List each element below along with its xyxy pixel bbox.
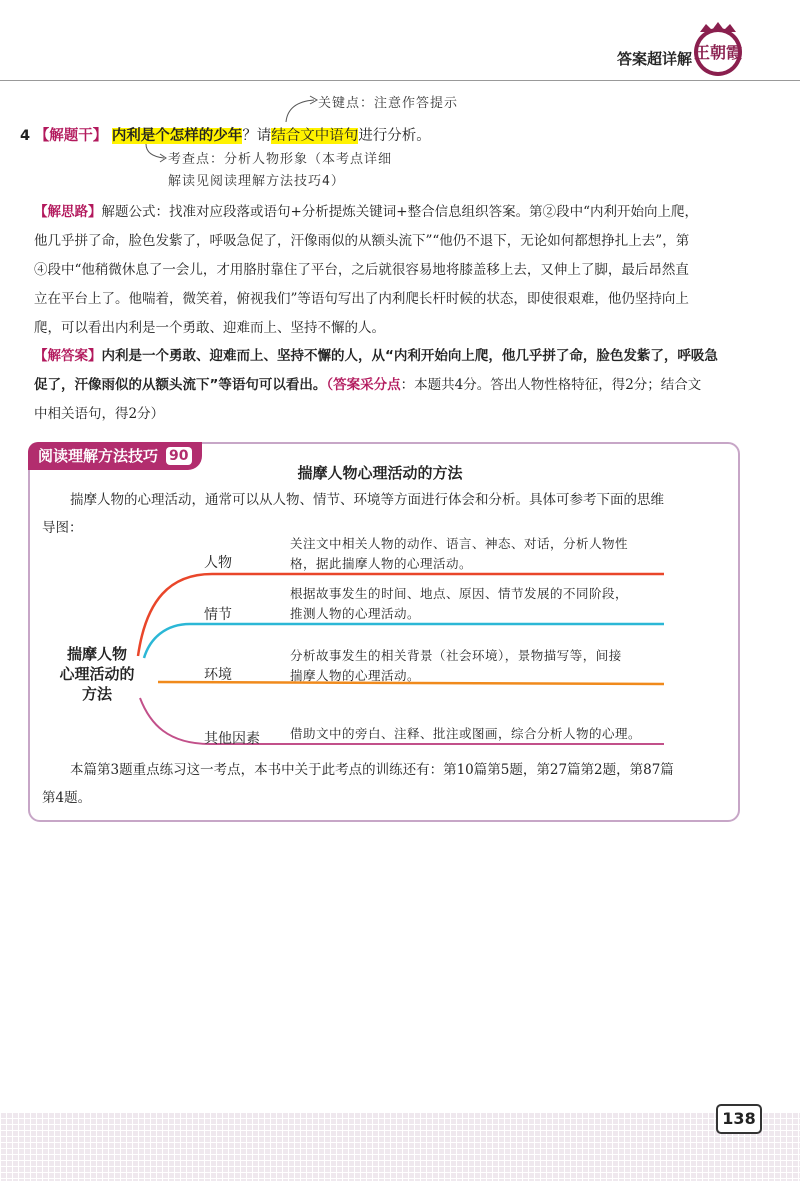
answer-line: 内利是一个勇敢、迎难而上、坚持不懈的人，从“内利开始向上爬，他几乎拼了命，脸色发紫了，呼吸急 (101, 348, 718, 364)
question-highlight-1: 内利是个怎样的少年 (111, 128, 243, 144)
method-intro-2: 导图： (42, 520, 83, 536)
question-number: 4 (20, 128, 31, 144)
branch-desc-line: 揣摩人物的心理活动。 (290, 668, 421, 683)
branch-label-plot: 情节 (204, 607, 232, 623)
center-line: 心理活动的 (59, 665, 135, 683)
question-highlight-2: 结合文中语句 (271, 128, 359, 144)
answer-line: 中相关语句，得2分） (34, 406, 165, 422)
mind-map-center (52, 644, 142, 704)
score-tag: （答案采分点 (326, 377, 401, 393)
approach-tag: 【解思路】 (34, 204, 102, 220)
branch-desc-environment (290, 646, 622, 686)
question-text-4: 进行分析。 (358, 128, 431, 144)
question-tag: 【解题干】 (34, 128, 108, 144)
exam-point-annotation-1: 考查点：分析人物形象（本考点详细 (168, 152, 393, 167)
method-intro-1: 揣摩人物的心理活动，通常可以从人物、情节、环境等方面进行体会和分析。具体可参考下面的思维 (70, 492, 664, 508)
branch-label-environment: 环境 (204, 667, 232, 683)
center-line: 方法 (81, 685, 112, 703)
exam-point-arrow-icon (142, 142, 170, 170)
branch-desc-line: 借助文中的旁白、注释、批注或图画，综合分析人物的心理。 (290, 726, 642, 741)
approach-line: ④段中“他稍微休息了一会儿，才用胳肘靠住了平台，之后就很容易地将膝盖移上去，又伸上了脚，最后昂然直 (34, 262, 689, 278)
branch-desc-other (290, 724, 641, 744)
method-box-tab-label: 阅读理解方法技巧 (38, 447, 159, 465)
answer-tag: 【解答案】 (34, 348, 102, 364)
branch-desc-people (290, 534, 628, 574)
branch-label-people: 人物 (204, 555, 232, 571)
center-line: 揣摩人物 (66, 645, 127, 663)
method-box-title: 揣摩人物心理活动的方法 (297, 464, 463, 482)
question-line (20, 124, 431, 145)
header-divider (0, 80, 800, 81)
footer-grid-strip (0, 1112, 800, 1181)
exam-point-annotation-2: 解读见阅读理解方法技巧4） (168, 174, 345, 189)
question-text-2: ？请 (242, 128, 272, 144)
branch-desc-line: 推测人物的心理活动。 (290, 606, 421, 621)
practice-line-1: 本篇第3题重点练习这一考点，本书中关于此考点的训练还有：第10篇第5题，第27篇第2题，第87篇 (70, 762, 674, 778)
approach-paragraph (34, 198, 766, 343)
branch-desc-plot (290, 584, 628, 624)
branch-desc-line: 分析故事发生的相关背景（社会环境），景物描写等，间接 (290, 648, 622, 663)
practice-line-2: 第4题。 (42, 790, 92, 806)
header-title: 答案超详解 (616, 50, 692, 68)
answer-line: 促了，汗像雨似的从额头流下”等语句可以看出。 (34, 377, 327, 393)
key-point-annotation: 关键点：注意作答提示 (318, 96, 459, 111)
page-number: 138 (716, 1104, 762, 1134)
logo-text: 王朝霞 (693, 43, 743, 62)
method-box-tab-number: 90 (166, 447, 191, 465)
branch-desc-line: 根据故事发生的时间、地点、原因、情节发展的不同阶段， (290, 586, 629, 601)
branch-desc-line: 格，据此揣摩人物的心理活动。 (290, 556, 473, 571)
branch-desc-line: 关注文中相关人物的动作、语言、神态、对话，分析人物性 (290, 536, 629, 551)
branch-label-other: 其他因素 (204, 731, 260, 747)
approach-line: 立在平台上了。他喘着，微笑着，俯视我们”等语句写出了内利爬长杆时候的状态，即使很艰难，他仍坚持向上 (34, 291, 689, 307)
brand-logo (680, 18, 756, 78)
approach-line: 他几乎拼了命，脸色发紫了，呼吸急促了，汗像雨似的从额头流下”“他仍不退下，无论如何都想挣扎上去”，第 (34, 233, 690, 249)
score-text: ：本题共4分。答出人物性格特征，得2分；结合文 (400, 377, 702, 393)
answer-paragraph (34, 342, 766, 429)
approach-line: 爬，可以看出内利是一个勇敢、迎难而上、坚持不懈的人。 (34, 320, 385, 336)
approach-line: 解题公式：找准对应段落或语句+分析提炼关键词+整合信息组织答案。第②段中“内利开始向上爬， (101, 204, 699, 220)
